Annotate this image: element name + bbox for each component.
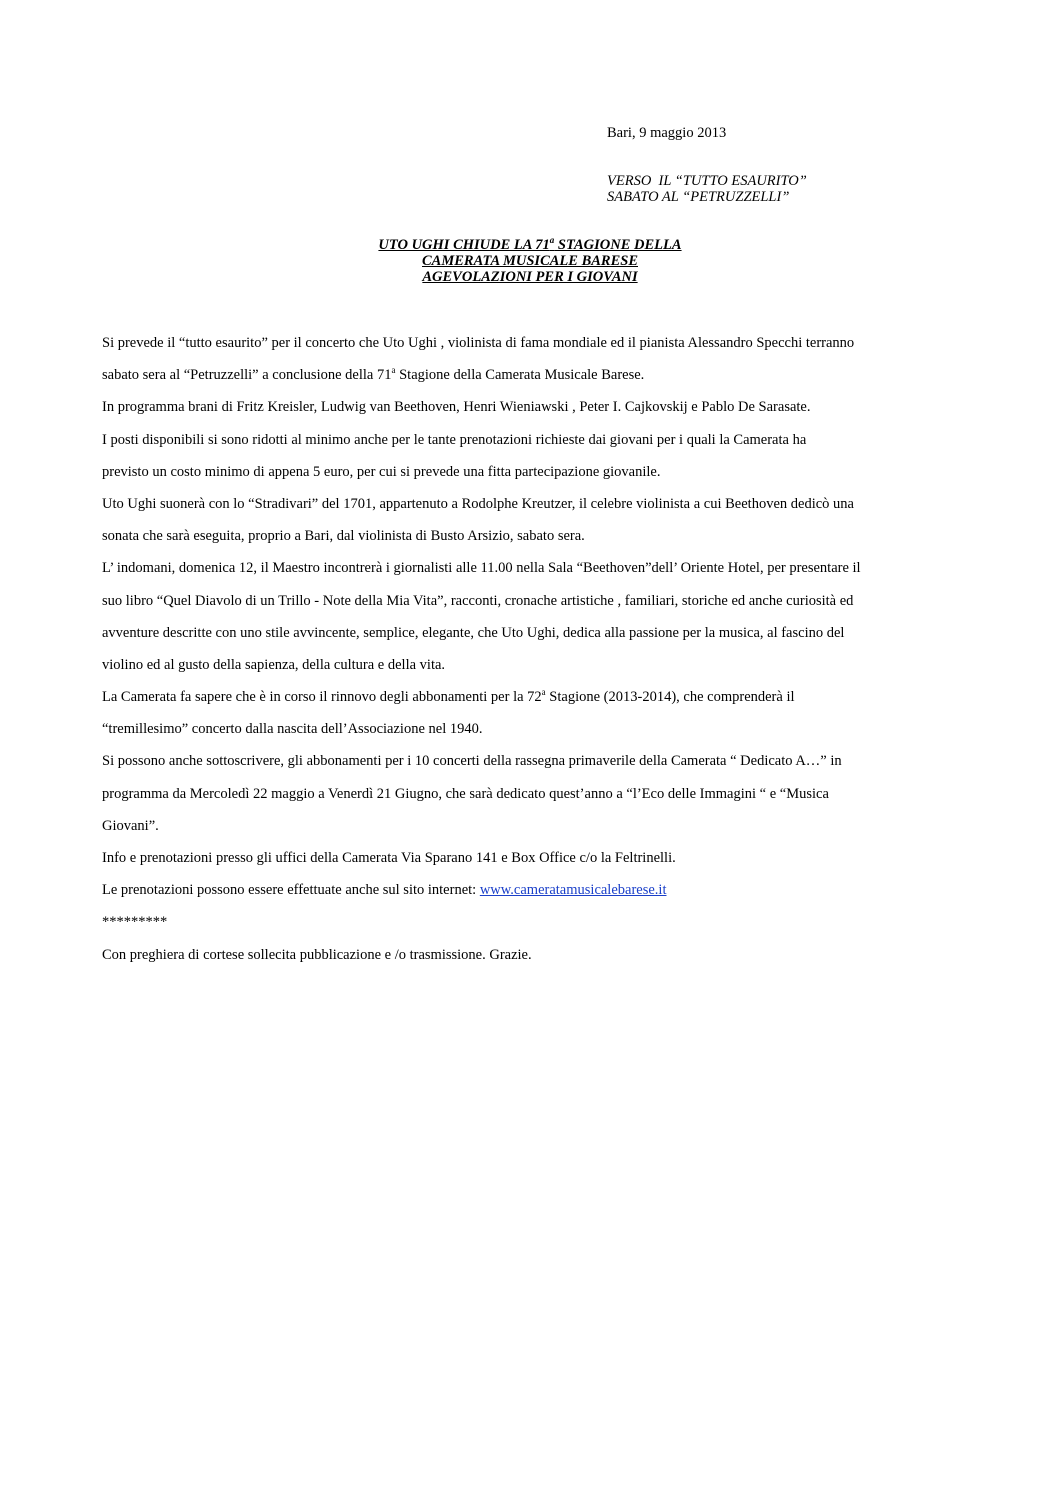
body-line: Si possono anche sottoscrivere, gli abbonamenti per i 10 concerti della rassegna primaverile della Camerata “ Dedicato A…” in	[102, 753, 842, 770]
dateline: Bari, 9 maggio 2013	[607, 125, 727, 141]
headline-line-1-tail: STAGIONE DELLA	[554, 237, 682, 253]
body-line: sonata che sarà eseguita, proprio a Bari, dal violinista di Busto Arsizio, sabato sera.	[102, 528, 585, 545]
body-line-text: sabato sera al “Petruzzelli” a conclusione della 71	[102, 367, 392, 384]
body-line: “tremillesimo” concerto dalla nascita dell’Associazione nel 1940.	[102, 721, 483, 738]
body-line: previsto un costo minimo di appena 5 euro, per cui si prevede una fitta partecipazione giovanile.	[102, 463, 661, 480]
body-text	[102, 327, 952, 971]
headline-ordinal-sup: a	[549, 235, 555, 246]
body-line	[102, 359, 952, 391]
website-link[interactable]: www.cameratamusicalebarese.it	[479, 882, 667, 899]
headline-line-3: AGEVOLAZIONI PER I GIOVANI	[422, 269, 638, 285]
body-line: Giovani”.	[102, 817, 159, 834]
body-line-tail: Stagione (2013-2014), che comprenderà il	[545, 689, 795, 706]
body-line	[102, 874, 952, 906]
headline	[300, 237, 760, 285]
body-line: Uto Ughi suonerà con lo “Stradivari” del 1701, appartenuto a Rodolphe Kreutzer, il celebre violinista a cui Beethoven dedicò una	[102, 495, 854, 512]
body-line-text: La Camerata fa sapere che è in corso il rinnovo degli abbonamenti per la 72	[102, 689, 542, 706]
body-line: Si prevede il “tutto esaurito” per il concerto che Uto Ughi , violinista di fama mondiale ed il pianista Alessandro Specchi terranno	[102, 335, 855, 351]
kicker-line-1: VERSO IL “TUTTO ESAURITO”	[607, 173, 807, 189]
body-line-text: Le prenotazioni possono essere effettuate anche sul sito internet:	[102, 882, 480, 899]
separator-asterisks: *********	[102, 914, 168, 931]
body-line: In programma brani di Fritz Kreisler, Ludwig van Beethoven, Henri Wieniawski , Peter I. Cajkovskij e Pablo De Sarasate.	[102, 399, 811, 416]
body-line: violino ed al gusto della sapienza, della cultura e della vita.	[102, 656, 446, 673]
ordinal-sup: a	[391, 365, 396, 376]
body-line: avventure descritte con uno stile avvincente, semplice, elegante, che Uto Ughi, dedica alla passione per la musica, al fascino del	[102, 624, 845, 641]
headline-line-1	[300, 237, 760, 253]
body-line: suo libro “Quel Diavolo di un Trillo - Note della Mia Vita”, racconti, cronache artistiche , familiari, storiche ed anche curiosità ed	[102, 592, 854, 609]
ordinal-sup: a	[541, 687, 546, 698]
closing-note: Con preghiera di cortese sollecita pubblicazione e /o trasmissione. Grazie.	[102, 946, 532, 963]
body-line: programma da Mercoledì 22 maggio a Venerdì 21 Giugno, che sarà dedicato quest’anno a “l’Eco delle Immagini “ e “Musica	[102, 785, 829, 802]
body-line	[102, 681, 952, 713]
kicker-line-2: SABATO AL “PETRUZZELLI”	[607, 189, 790, 205]
body-line: Info e prenotazioni presso gli uffici della Camerata Via Sparano 141 e Box Office c/o la Feltrinelli.	[102, 850, 676, 866]
body-line: L’ indomani, domenica 12, il Maestro incontrerà i giornalisti alle 11.00 nella Sala “Beethoven”dell’ Oriente Hotel, per presentare il	[102, 560, 861, 577]
body-line-tail: Stagione della Camerata Musicale Barese.	[395, 367, 645, 384]
headline-line-1-text: UTO UGHI CHIUDE LA 71	[378, 237, 550, 253]
body-line: I posti disponibili si sono ridotti al minimo anche per le tante prenotazioni richieste dai giovani per i quali la Camerata ha	[102, 431, 807, 448]
kicker	[607, 173, 807, 205]
headline-line-2: CAMERATA MUSICALE BARESE	[422, 253, 638, 269]
